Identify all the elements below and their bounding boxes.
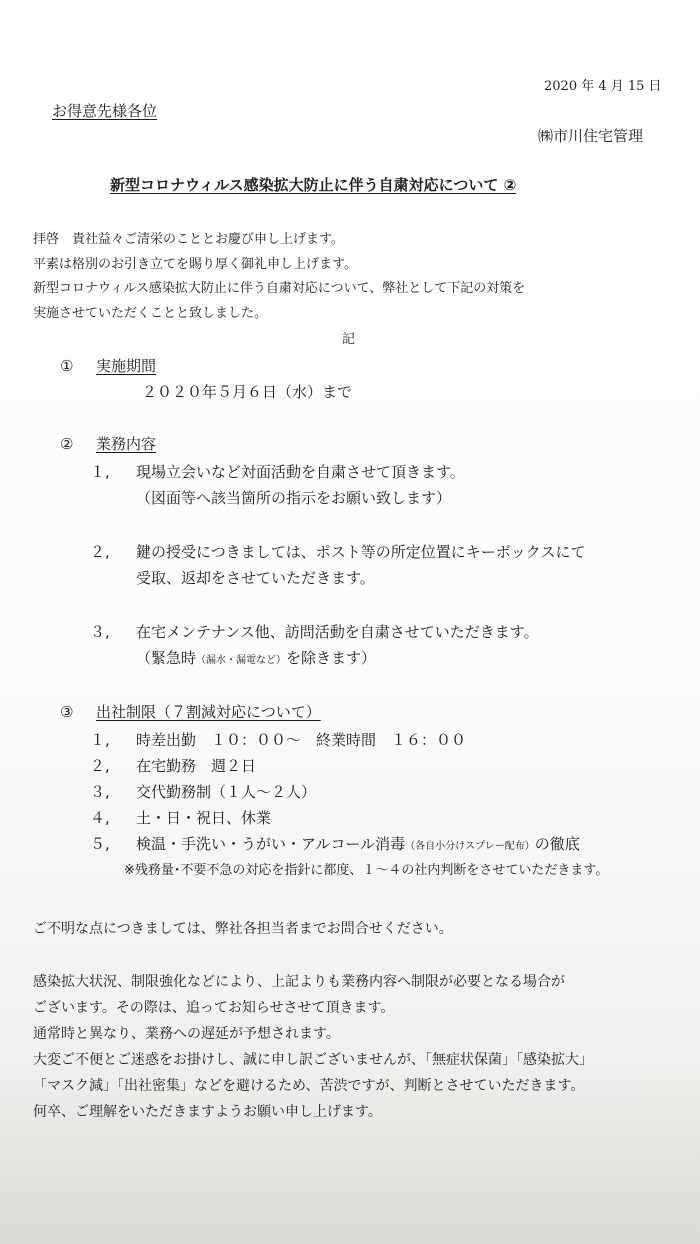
document-title: 新型コロナウィルス感染拡大防止に伴う自粛対応について ② [110,176,517,194]
section-3-item-3-number: ３, [90,783,110,801]
closing-line-2: 感染拡大状況、制限強化などにより、上記よりも業務内容へ制限が必要となる場合が [33,974,565,990]
intro-line-2: 平素は格別のお引き立てを賜り厚く御礼申し上げます。 [33,257,357,272]
section-2-item-1-number: １, [90,463,110,481]
section-1-number: ① [60,357,74,375]
section-2-item-3-sub-c: を除きます） [286,649,377,667]
sender-name: ㈱市川住宅管理 [538,127,644,145]
section-3-item-3-text: 交代勤務制（１人～２人） [136,783,317,801]
closing-line-4: 通常時と異なり、業務への遅延が予想されます。 [33,1026,340,1042]
section-3-item-5 [136,834,580,857]
section-2-number: ② [60,435,74,453]
section-3-item-5-number: ５, [90,835,110,853]
closing-line-1: ご不明な点につきましては、弊社各担当者までお問合せください。 [33,921,453,937]
intro-line-1: 拝啓 貴社益々ご清栄のこととお慶び申し上げます。 [33,232,344,247]
recipient-line: お得意先様各位 [52,102,158,120]
section-2-item-3-sub-b: （漏水・漏電など） [196,655,287,666]
section-1-heading: 実施期間 [96,357,157,375]
section-3-item-5-tail: の徹底 [534,835,580,853]
document-date: 2020 年 4 月 15 日 [544,79,662,94]
section-1-text: ２０２０年５月６日（水）まで [142,383,353,401]
closing-line-5: 大変ご不便とご迷惑をお掛けし、誠に申し訳ございませんが、「無症状保菌」「感染拡大」 [33,1052,593,1068]
section-2-item-2-text: 鍵の授受につきましては、ポスト等の所定位置にキーボックスにて [136,543,586,561]
intro-line-4: 実施させていただくことと致しました。 [33,306,268,321]
section-2-item-3-number: ３, [90,623,110,641]
section-2-item-3-sub [136,648,376,671]
section-2-heading: 業務内容 [96,435,157,453]
section-3-item-1-number: １, [90,731,110,749]
section-3-item-2-text: 在宅勤務 週２日 [136,757,257,775]
section-3-item-2-number: ２, [90,757,110,775]
section-2-item-3-sub-a: （緊急時 [136,649,197,667]
ki-mark: 記 [342,332,356,347]
section-3-item-4-text: 土・日・祝日、休業 [136,809,272,827]
section-3-heading: 出社制限（７割減対応について） [96,703,321,721]
section-3-item-1-text: 時差出勤 １０：００～ 終業時間 １６：００ [136,731,467,749]
section-3-number: ③ [60,703,74,721]
section-2-item-3-text: 在宅メンテナンス他、訪問活動を自粛させていただきます。 [136,623,539,641]
closing-line-6: 「マスク減」「出社密集」などを避けるため、苦渋ですが、判断とさせていただきます。 [33,1078,585,1094]
section-3-item-5-note: （各自小分けスプレー配布） [405,841,535,852]
section-3-item-5-text: 検温・手洗い・うがい・アルコール消毒 [136,835,406,853]
closing-line-3: ございます。その際は、追ってお知らせさせて頂きます。 [33,1000,395,1016]
section-2-item-1-text: 現場立会いなど対面活動を自粛させて頂きます。 [136,463,465,481]
section-2-item-2-number: ２, [90,543,110,561]
intro-line-3: 新型コロナウィルス感染拡大防止に伴う自粛対応について、弊社として下記の対策を [33,281,526,296]
closing-line-7: 何卒、ご理解をいただきますようお願い申し上げます。 [33,1104,382,1120]
section-2-item-2-sub: 受取、返却をさせていただきます。 [136,569,375,587]
section-2-item-1-sub: （図面等へ該当箇所の指示をお願い致します） [136,489,452,507]
section-3-note: ※残務量･不要不急の対応を指針に都度、１～４の社内判断をさせていただきます。 [124,863,609,878]
section-3-item-4-number: ４, [90,809,110,827]
